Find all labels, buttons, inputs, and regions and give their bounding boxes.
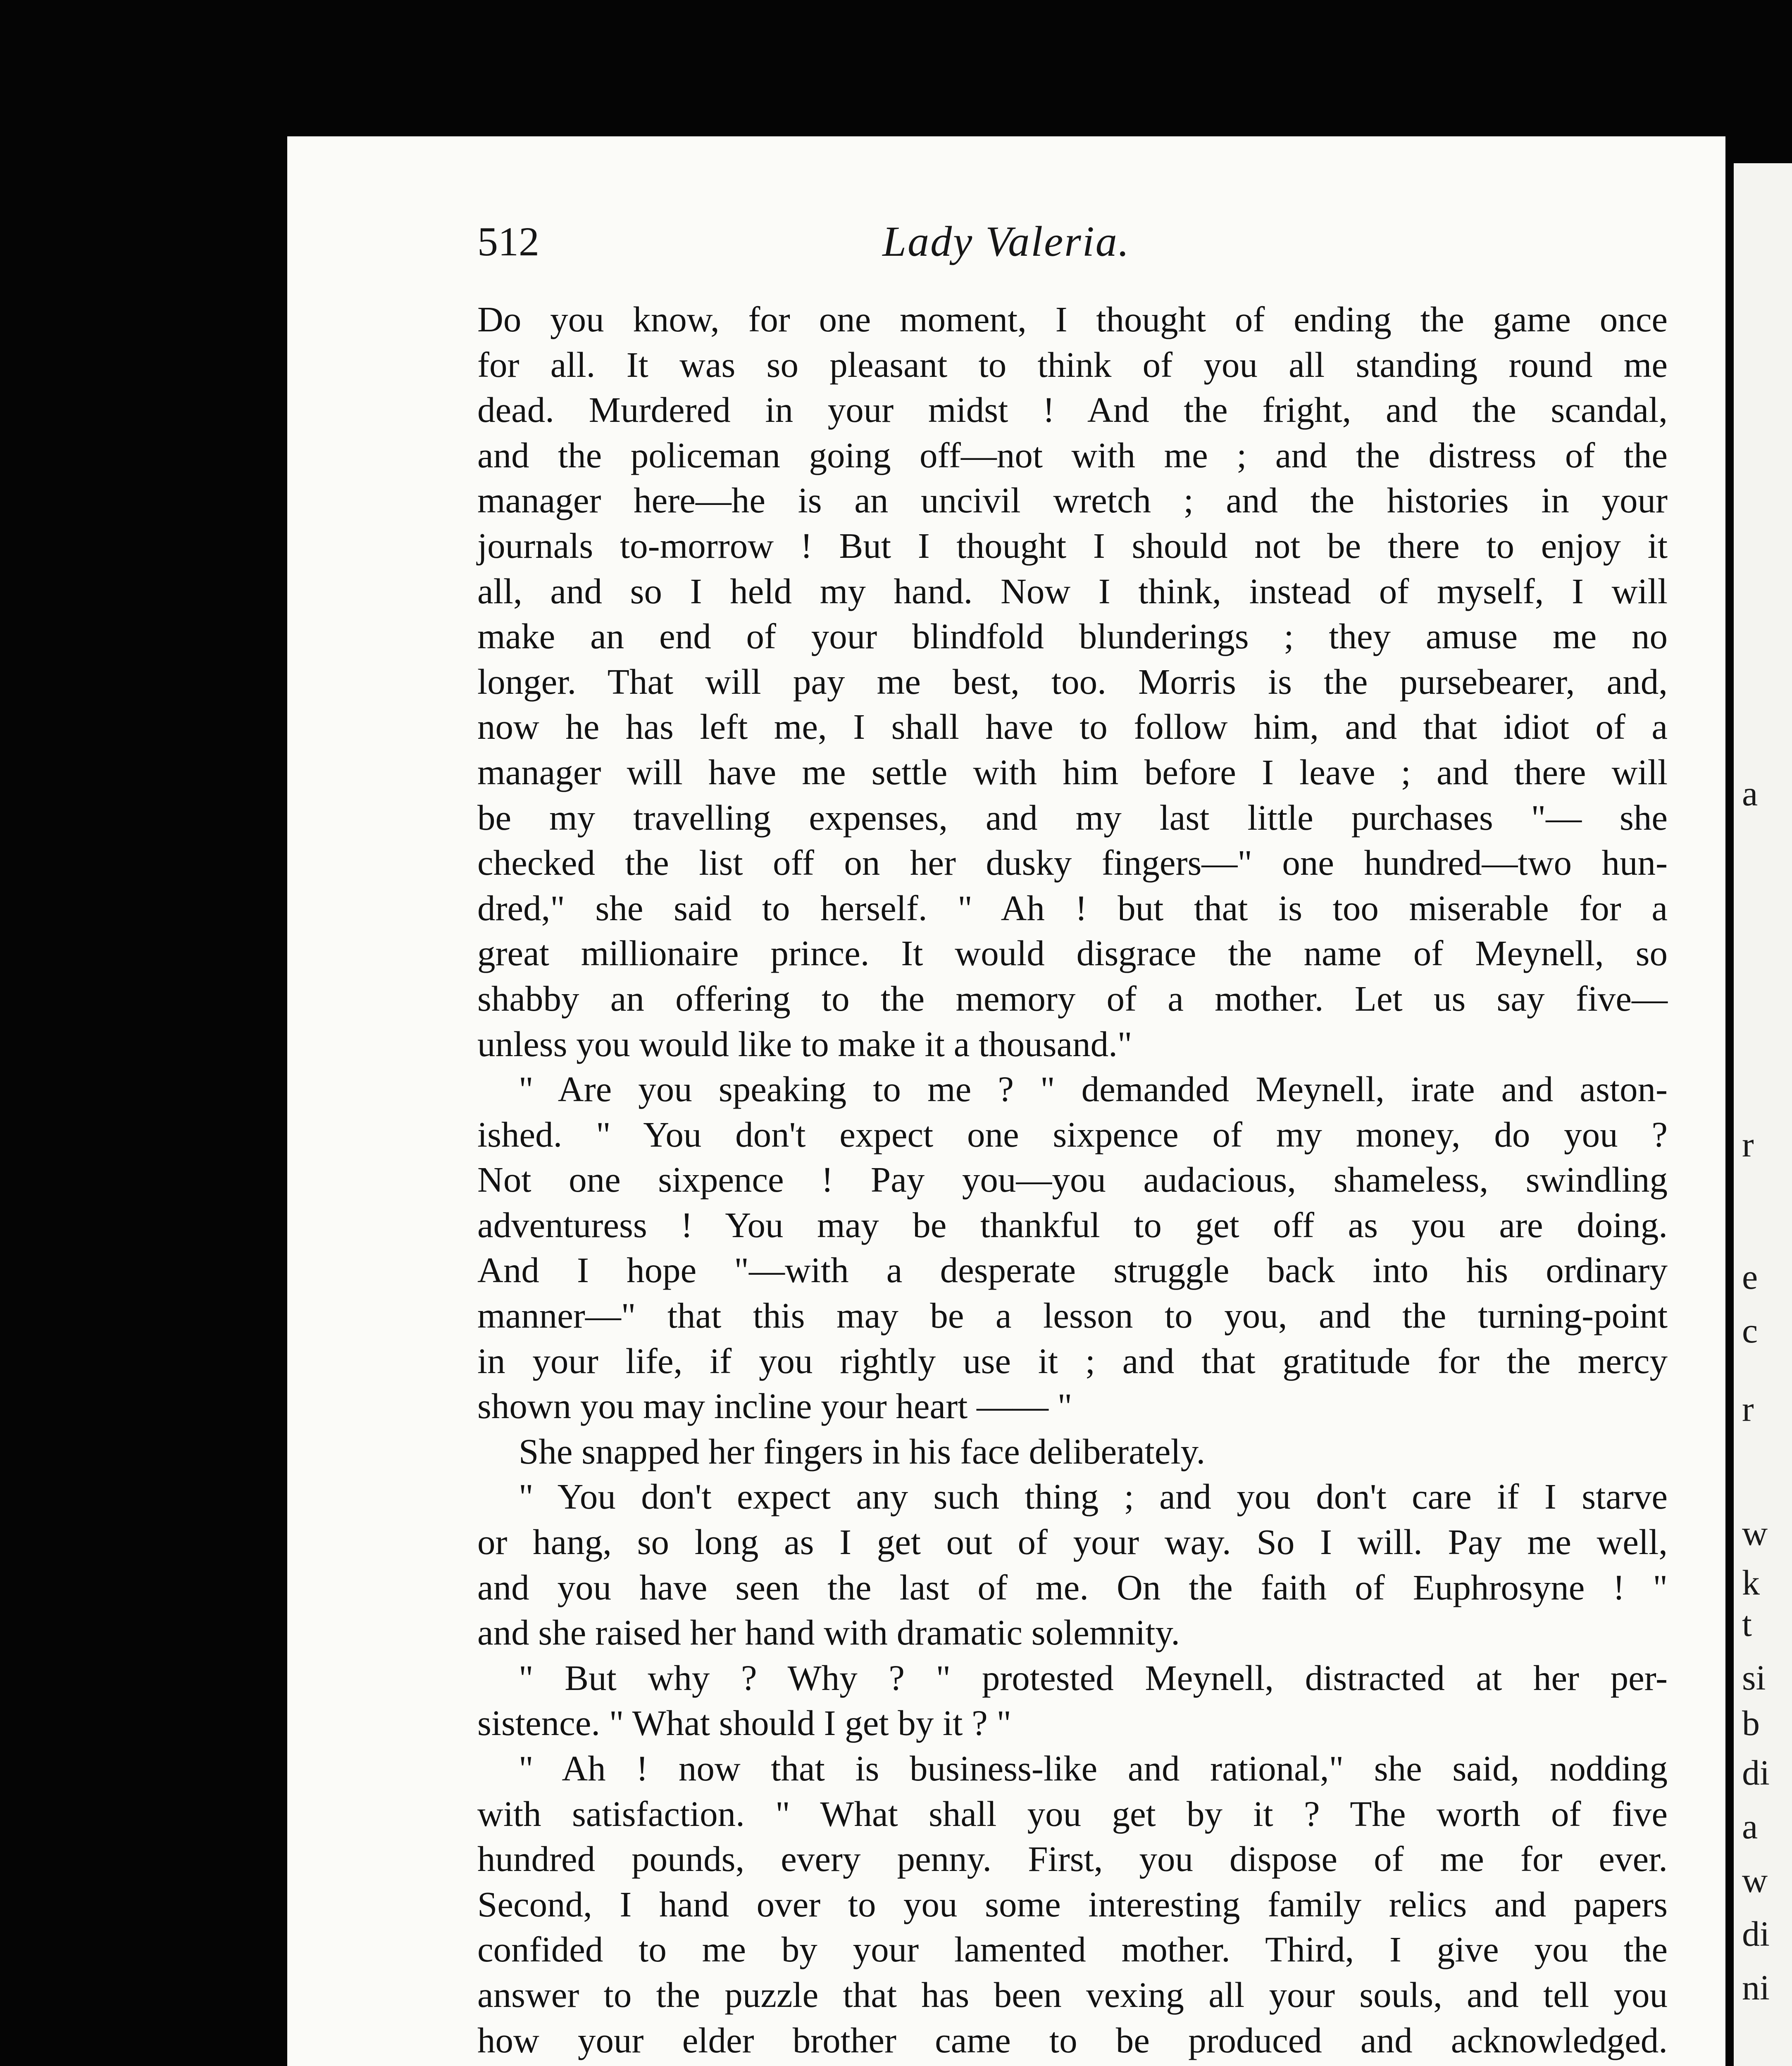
text-line: " Are you speaking to me ? " demanded Meynell, irate and aston-	[519, 1069, 1668, 1109]
facing-page-fragment: di	[1742, 1753, 1770, 1792]
text-line: She snapped her fingers in his face deliberately.	[519, 1431, 1206, 1471]
text-line: sistence. " What should I get by it ? "	[477, 1703, 1012, 1743]
text-line: confided to me by your lamented mother. Third, I give you the	[477, 1929, 1668, 1970]
text-line: checked the list off on her dusky fingers—" one hundred—two hun-	[477, 843, 1668, 883]
body-text	[477, 297, 1668, 2066]
facing-page-fragment: di	[1742, 1914, 1770, 1954]
text-line: dead. Murdered in your midst ! And the fright, and the scandal,	[477, 390, 1668, 430]
text-line: in your life, if you rightly use it ; and that gratitude for the mercy	[477, 1340, 1668, 1381]
text-line: make an end of your blindfold blunderings ; they amuse me no	[477, 616, 1668, 657]
text-line: manager here—he is an uncivil wretch ; and the histories in your	[477, 480, 1668, 521]
text-line: " But why ? Why ? " protested Meynell, distracted at her per-	[519, 1657, 1668, 1698]
facing-page-fragment: k	[1742, 1563, 1760, 1602]
facing-page-fragment: r	[1742, 1389, 1754, 1429]
text-line: all, and so I held my hand. Now I think, instead of myself, I will	[477, 571, 1668, 611]
text-line: and you have seen the last of me. On the faith of Euphrosyne ! "	[477, 1567, 1668, 1607]
text-line: or hang, so long as I get out of your way. So I will. Pay me well,	[477, 1522, 1668, 1562]
facing-page-fragment: ni	[1742, 1968, 1770, 2007]
text-line: Second, I hand over to you some interesting family relics and papers	[477, 1884, 1668, 1924]
facing-page-fragment: a	[1742, 1807, 1758, 1846]
text-line	[477, 2063, 1668, 2066]
text-line: manager will have me settle with him before I leave ; and there will	[477, 752, 1668, 792]
text-line: great millionaire prince. It would disgrace the name of Meynell, so	[477, 933, 1668, 973]
text-line: dred," she said to herself. " Ah ! but that is too miserable for a	[477, 888, 1668, 928]
text-line: Not one sixpence ! Pay you—you audacious, shameless, swindling	[477, 1159, 1668, 1200]
text-line: journals to-morrow ! But I thought I should not be there to enjoy it	[477, 525, 1668, 566]
text-line: answer to the puzzle that has been vexing all your souls, and tell you	[477, 1974, 1668, 2015]
text-line: and the policeman going off—not with me ; and the distress of the	[477, 435, 1668, 475]
text-line: " Ah ! now that is business-like and rational," she said, nodding	[519, 1748, 1668, 1788]
running-title: Lady Valeria.	[882, 218, 1130, 265]
text-line: adventuress ! You may be thankful to get off as you are doing.	[477, 1204, 1668, 1245]
text-line: shown you may incline your heart —— "	[477, 1386, 1072, 1426]
facing-page-fragment: t	[1742, 1604, 1752, 1644]
facing-page-fragment: c	[1742, 1311, 1758, 1350]
facing-page-fragment: si	[1742, 1658, 1766, 1697]
text-line: be my travelling expenses, and my last little purchases "— she	[477, 797, 1668, 838]
text-line: with satisfaction. " What shall you get by it ? The worth of five	[477, 1793, 1668, 1834]
facing-page-fragment: w	[1742, 1860, 1768, 1900]
text-line: now he has left me, I shall have to follow him, and that idiot of a	[477, 707, 1668, 747]
facing-page-fragment: w	[1742, 1513, 1768, 1553]
facing-page-edge	[1734, 163, 1792, 2066]
text-line: " You don't expect any such thing ; and you don't care if I starve	[519, 1476, 1668, 1517]
text-line: longer. That will pay me best, too. Morris is the pursebearer, and,	[477, 661, 1668, 702]
text-line: how your elder brother came to be produced and acknowledged.	[477, 2020, 1668, 2060]
book-page	[287, 136, 1725, 2066]
facing-page-fragment: e	[1742, 1257, 1758, 1297]
text-line: unless you would like to make it a thousand."	[477, 1023, 1132, 1064]
facing-page-fragment: a	[1742, 774, 1758, 813]
text-line: Do you know, for one moment, I thought of ending the game once	[477, 299, 1668, 339]
text-line: manner—" that this may be a lesson to you, and the turning-point	[477, 1295, 1668, 1336]
text-line: shabby an offering to the memory of a mother. Let us say five—	[477, 978, 1668, 1019]
page-number: 512	[477, 219, 539, 264]
running-head	[287, 211, 1725, 273]
text-line: hundred pounds, every penny. First, you dispose of me for ever.	[477, 1839, 1668, 1879]
text-line: ished. " You don't expect one sixpence of my money, do you ?	[477, 1114, 1668, 1154]
facing-page-fragment: r	[1742, 1125, 1754, 1164]
facing-page-fragment: b	[1742, 1703, 1760, 1743]
text-line: for all. It was so pleasant to think of you all standing round me	[477, 344, 1668, 385]
text-line: and she raised her hand with dramatic solemnity.	[477, 1612, 1180, 1653]
text-line: And I hope "—with a desperate struggle back into his ordinary	[477, 1250, 1668, 1290]
